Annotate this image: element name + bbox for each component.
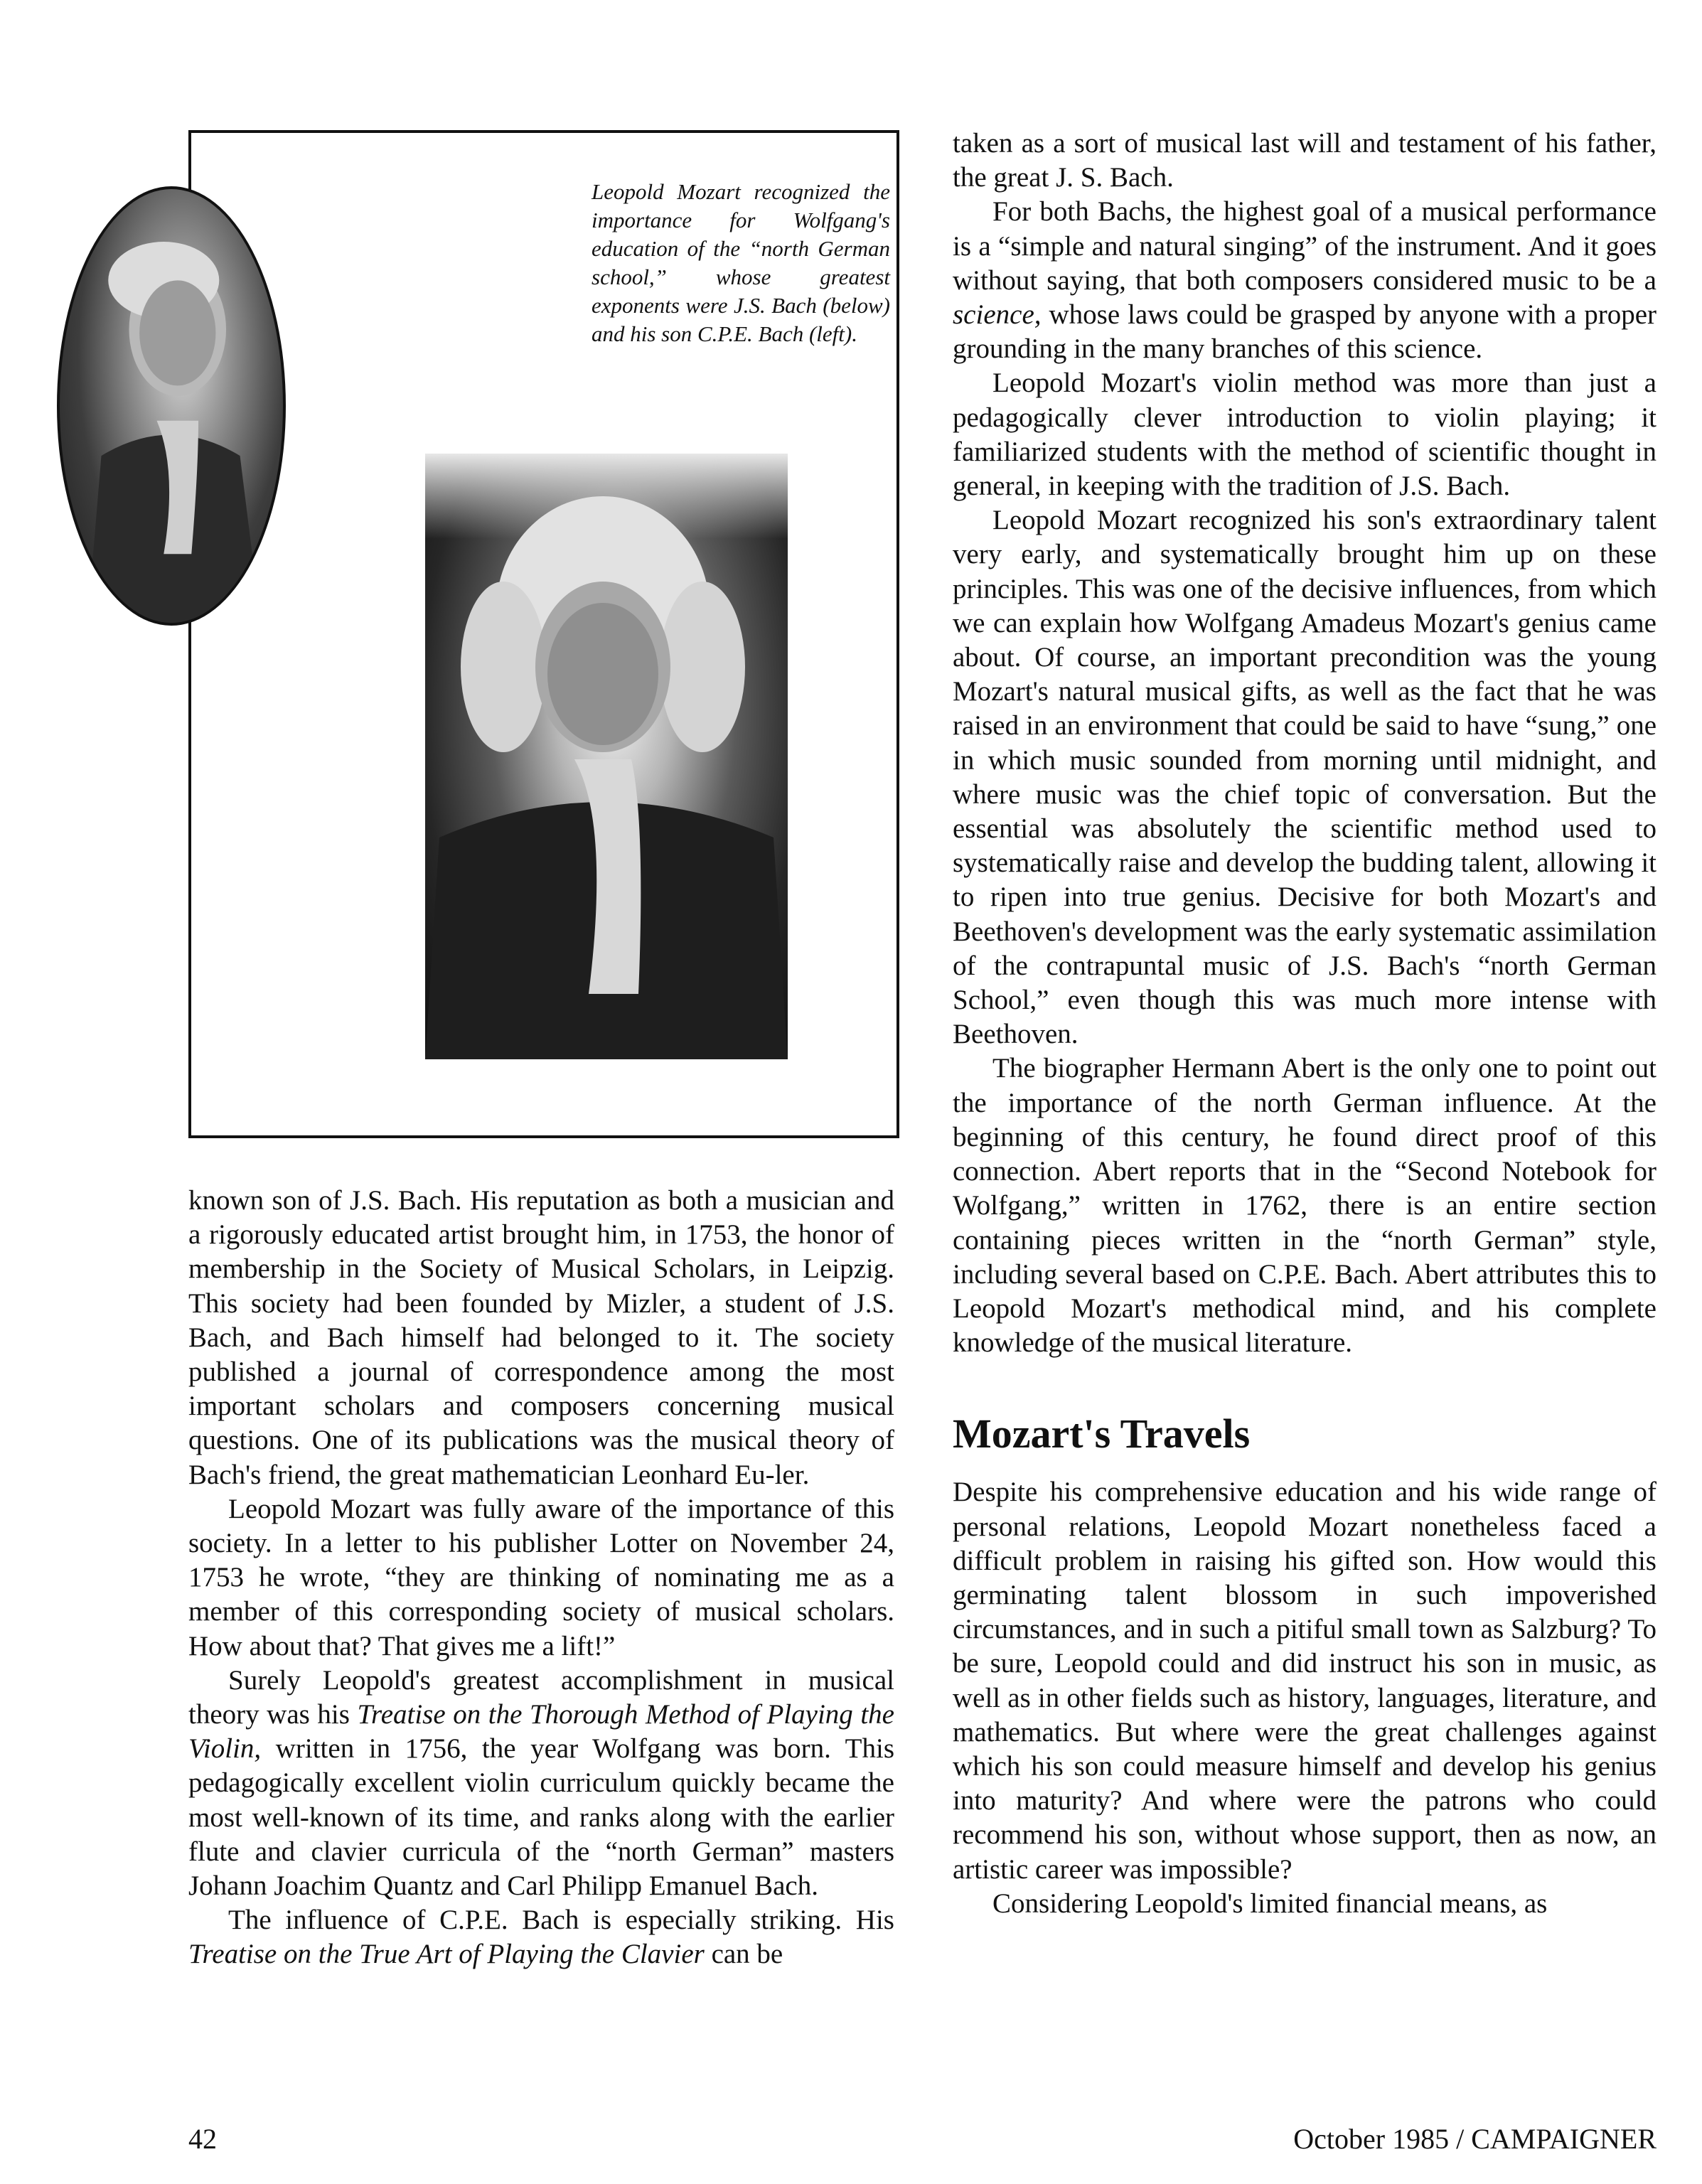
paragraph: Leopold Mozart's violin method was more than just a pedagogically clever introduction to violin playing; it familiarized students with the method of scientific thought in general, in keeping with the tradition of J.S. Bach. [953, 368, 1656, 502]
issue-info: October 1985 / CAMPAIGNER [1293, 2123, 1656, 2155]
portrait-js-bach [425, 454, 788, 1059]
portrait-cpe-bach-drawing [60, 189, 283, 623]
figure-caption: Leopold Mozart recognized the importance for Wolfgang's education of the “north German school,” whose greatest exponents were J.S. Bach (below) and his son C.P.E. Bach (left). [592, 179, 890, 346]
portrait-cpe-bach [57, 186, 286, 626]
paragraph [188, 1664, 894, 1903]
paragraph: Considering Leopold's limited financial means, as [992, 1888, 1548, 1919]
paragraph: Despite his comprehensive education and his wide range of personal relations, Leopold Mozart nonetheless faced a difficult problem in raising his gifted son. How would this germinating talent blossom in such impoverished circumstances, and in such a pitiful small town as Salzburg? To be sure, Leopold could and did instruct his son in music, as well as in other fields such as history, languages, literature, and mathematics. But where were the great challenges against which his son could measure himself and develop his genius into maturity? And where were the patrons who could recommend his son, without whose support, then as now, an artistic career was impossible? [953, 1477, 1656, 1885]
book-title: Treatise on the Thorough Method of Playing the Violin, [188, 1699, 894, 1765]
right-column [953, 127, 1656, 1921]
paragraph-text: The influence of C.P.E. Bach is especially striking. His [228, 1905, 894, 1936]
paragraph-text: For both Bachs, the highest goal of a musical performance is a “simple and natural singing” of the instrument. And it goes without saying, that both composers considered music to be a [953, 196, 1656, 296]
emphasis: science, [953, 299, 1042, 331]
page-number: 42 [188, 2123, 217, 2155]
paragraph-text: Surely Leopold's greatest accomplishment in musical theory was his [188, 1664, 894, 1730]
paragraph [953, 195, 1656, 366]
paragraph-text: written in 1756, the year Wolfgang was born. This pedagogically excellent violin curriculum quickly became the most well-known of its time, and ranks along with the earlier flute and clavier curricula of the “north German” masters Johann Joachim Quantz and Carl Philipp Emanuel Bach. [188, 1733, 894, 1902]
left-column [188, 1184, 894, 1972]
paragraph: The biographer Hermann Abert is the only one to point out the importance of the north German influence. At the beginning of this century, he found direct proof of this connection. Abert reports that in the “Second Notebook for Wolfgang,” written in 1762, there is an entire section containing pieces written in the “north German” style, including several based on C.P.E. Bach. Abert attributes this to Leopold Mozart's methodical mind, and his complete knowledge of the musical literature. [953, 1053, 1656, 1359]
paragraph: Leopold Mozart was fully aware of the importance of this society. In a letter to his publisher Lotter on November 24, 1753 he wrote, “they are thinking of nominating me as a member of this corresponding society of musical scholars. How about that? That gives me a lift!” [188, 1493, 894, 1661]
paragraph-text: can be [711, 1939, 783, 1970]
paragraph: taken as a sort of musical last will and testament of his father, the great J. S. Bach. [953, 128, 1656, 193]
paragraph: known son of J.S. Bach. His reputation as both a musician and a rigorously educated artist brought him, in 1753, the honor of membership in the Society of Musical Scholars, in Leipzig. This society had been founded by Mizler, a student of J.S. Bach, and Bach himself had belonged to it. The society published a journal of correspondence among the most important scholars and composers concerning musical questions. One of its publications was the musical theory of Bach's friend, the great mathematician Leonhard Eu-ler. [188, 1185, 894, 1490]
section-heading: Mozart's Travels [953, 1410, 1251, 1457]
book-title: Treatise on the True Art of Playing the Clavier [188, 1939, 705, 1970]
paragraph [188, 1903, 894, 1971]
paragraph-text: whose laws could be grasped by anyone with a proper grounding in the many branches of this science. [953, 299, 1657, 365]
portrait-js-bach-drawing [425, 454, 788, 1059]
paragraph: Leopold Mozart recognized his son's extraordinary talent very early, and systematically brought him up on these principles. This was one of the decisive influences, from which we can explain how Wolfgang Amadeus Mozart's genius came about. Of course, an important precondition was the young Mozart's natural musical gifts, as well as the fact that he was raised in an environment that could be said to have “sung,” one in which music sounded from morning until midnight, and where music was the chief topic of conversation. But the essential was absolutely the scientific method used to systematically raise and develop the budding talent, allowing it to ripen into true genius. Decisive for both Mozart's and Beethoven's development was the early systematic assimilation of the contrapuntal music of J.S. Bach's “north German School,” even though this was much more intense with Beethoven. [953, 505, 1656, 1050]
